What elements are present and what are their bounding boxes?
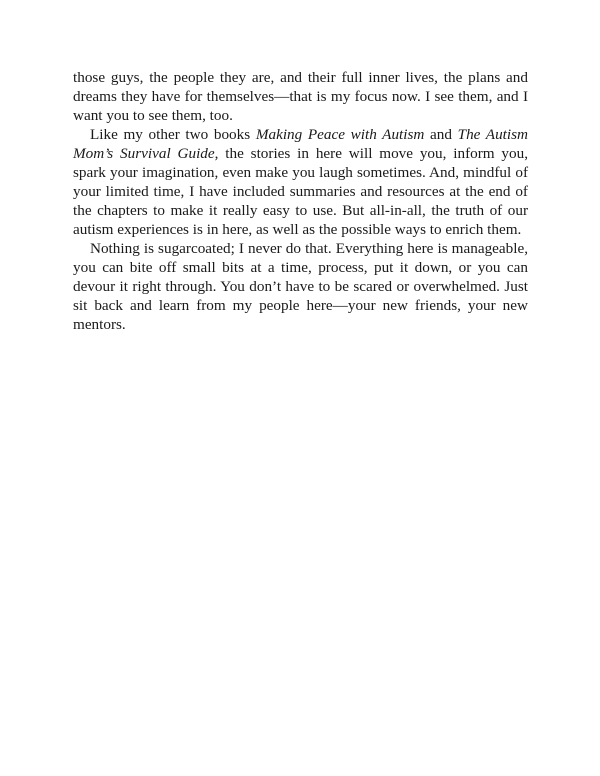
paragraph-1 <box>73 68 528 125</box>
paragraph-3-text: Nothing is sugarcoated; I never do that. Everything here is manageable, you can bite off small bits at a time, process, put it down, or you can devour it right through. You don’t have to be scared or overwhelmed. Just sit back and learn from my people here—your new friends, your new mentors. <box>73 240 528 333</box>
paragraph-3 <box>73 239 528 334</box>
paragraph-2-lead: Like my other two books <box>90 126 256 143</box>
body-text <box>73 68 528 334</box>
book-title-survival-guide: The Autism Mom’s Survival Guide <box>73 126 528 162</box>
paragraph-2 <box>73 125 528 239</box>
book-title-making-peace: Making Peace with Autism <box>255 126 425 143</box>
paragraph-2-conjunction: and <box>424 126 458 143</box>
paragraph-1-text: those guys, the people they are, and their full inner lives, the plans and dreams they have for themselves—that is my focus now. I see them, and I want you to see them, too. <box>73 69 528 124</box>
paragraph-2-rest: , the stories in here will move you, inform you, spark your imagination, even make you laugh sometimes. And, mindful of your limited time, I have included summaries and resources at the end of the chapters to make it really easy to use. But all-in-all, the truth of our autism experiences is in here, as well as the possible ways to enrich them. <box>73 145 529 238</box>
